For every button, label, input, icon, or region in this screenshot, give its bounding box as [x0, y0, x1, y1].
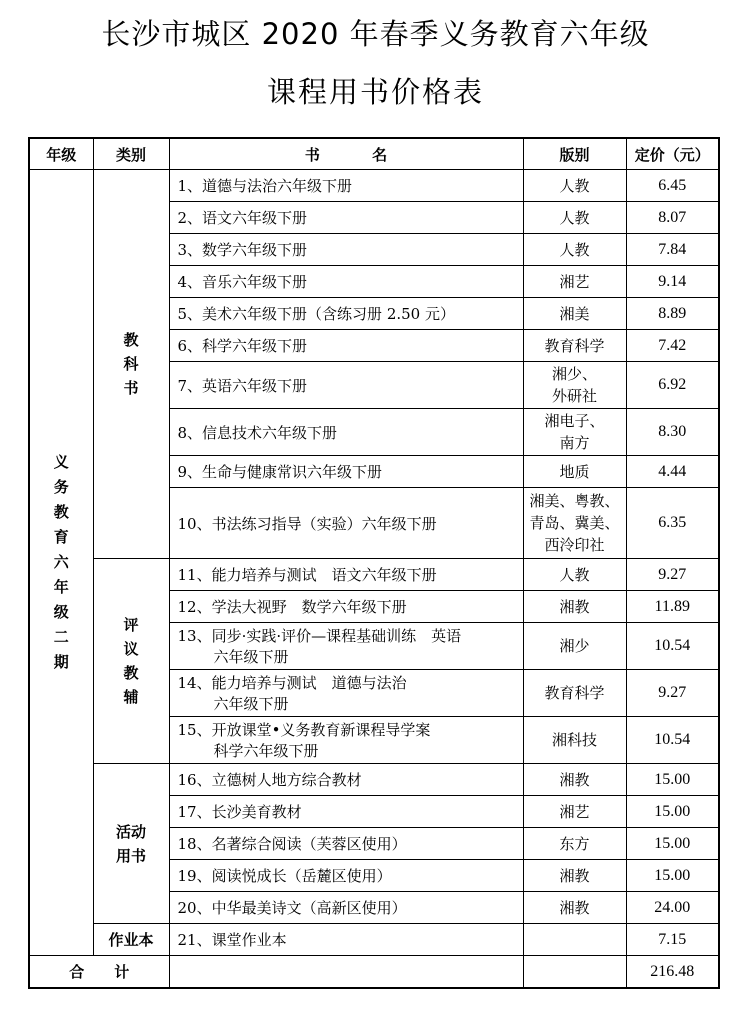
book-name: 6、科学六年级下册: [169, 330, 523, 362]
price: 24.00: [626, 892, 719, 924]
price-table: [28, 137, 720, 989]
price: 8.30: [626, 409, 719, 456]
header-edition: 版别: [523, 138, 626, 170]
table-row: [29, 764, 719, 796]
price: 10.54: [626, 717, 719, 764]
grade-cell: 义务教育六年级二期: [29, 170, 93, 956]
edition: 湘艺: [523, 266, 626, 298]
table-row: [29, 559, 719, 591]
edition: 湘艺: [523, 796, 626, 828]
book-name: 11、能力培养与测试 语文六年级下册: [169, 559, 523, 591]
edition: 湘教: [523, 591, 626, 623]
edition: 湘教: [523, 892, 626, 924]
price: 10.54: [626, 623, 719, 670]
book-name: 18、名著综合阅读（芙蓉区使用）: [169, 828, 523, 860]
edition: 湘少: [523, 623, 626, 670]
header-row: [29, 138, 719, 170]
price: 9.14: [626, 266, 719, 298]
book-name: 7、英语六年级下册: [169, 362, 523, 409]
edition: 湘科技: [523, 717, 626, 764]
edition: [523, 924, 626, 956]
table-row: [29, 170, 719, 202]
price: 15.00: [626, 860, 719, 892]
header-book-name: 书 名: [169, 138, 523, 170]
book-name: 13、同步·实践·评价—课程基础训练 英语 六年级下册: [169, 623, 523, 670]
price: 15.00: [626, 764, 719, 796]
book-name: 4、音乐六年级下册: [169, 266, 523, 298]
book-name: 17、长沙美育教材: [169, 796, 523, 828]
book-name: 15、开放课堂•义务教育新课程导学案 科学六年级下册: [169, 717, 523, 764]
page-title-line1: 长沙市城区 2020 年春季义务教育六年级: [101, 17, 650, 51]
book-name: 9、生命与健康常识六年级下册: [169, 456, 523, 488]
book-name: 5、美术六年级下册（含练习册 2.50 元）: [169, 298, 523, 330]
book-name: 12、学法大视野 数学六年级下册: [169, 591, 523, 623]
price: 7.15: [626, 924, 719, 956]
price: 9.27: [626, 670, 719, 717]
price: 11.89: [626, 591, 719, 623]
price: 7.42: [626, 330, 719, 362]
book-name: 10、书法练习指导（实验）六年级下册: [169, 488, 523, 559]
book-name: 21、课堂作业本: [169, 924, 523, 956]
book-name: 20、中华最美诗文（高新区使用）: [169, 892, 523, 924]
total-label: 合 计: [29, 956, 169, 989]
book-name: 14、能力培养与测试 道德与法治 六年级下册: [169, 670, 523, 717]
price: 6.35: [626, 488, 719, 559]
price: 6.45: [626, 170, 719, 202]
edition: 湘美: [523, 298, 626, 330]
edition: 人教: [523, 202, 626, 234]
price: 8.07: [626, 202, 719, 234]
header-category: 类别: [93, 138, 169, 170]
edition: 湘电子、 南方: [523, 409, 626, 456]
book-name: 3、数学六年级下册: [169, 234, 523, 266]
category-homework: 作业本: [93, 924, 169, 956]
price: 6.92: [626, 362, 719, 409]
total-value: 216.48: [626, 956, 719, 989]
edition: 人教: [523, 559, 626, 591]
book-name: 19、阅读悦成长（岳麓区使用）: [169, 860, 523, 892]
edition: 湘美、粤教、 青岛、冀美、 西泠印社: [523, 488, 626, 559]
edition: 地质: [523, 456, 626, 488]
category-textbook: 教科书: [93, 170, 169, 559]
edition: 人教: [523, 234, 626, 266]
edition: 湘少、 外研社: [523, 362, 626, 409]
edition: 湘教: [523, 764, 626, 796]
total-row: [29, 956, 719, 989]
price: 7.84: [626, 234, 719, 266]
total-blank: [169, 956, 523, 989]
category-review: 评议教辅: [93, 559, 169, 764]
book-name: 16、立德树人地方综合教材: [169, 764, 523, 796]
edition: 湘教: [523, 860, 626, 892]
price: 4.44: [626, 456, 719, 488]
edition: 教育科学: [523, 670, 626, 717]
category-activity: 活动用书: [93, 764, 169, 924]
price: 15.00: [626, 796, 719, 828]
edition: 人教: [523, 170, 626, 202]
book-name: 8、信息技术六年级下册: [169, 409, 523, 456]
price: 9.27: [626, 559, 719, 591]
price: 15.00: [626, 828, 719, 860]
book-name: 2、语文六年级下册: [169, 202, 523, 234]
book-name: 1、道德与法治六年级下册: [169, 170, 523, 202]
edition: 东方: [523, 828, 626, 860]
header-price: 定价（元）: [626, 138, 719, 170]
table-row: [29, 924, 719, 956]
header-grade: 年级: [29, 138, 93, 170]
edition: 教育科学: [523, 330, 626, 362]
price: 8.89: [626, 298, 719, 330]
page-title-line2: 课程用书价格表: [266, 75, 484, 109]
total-blank-edition: [523, 956, 626, 989]
